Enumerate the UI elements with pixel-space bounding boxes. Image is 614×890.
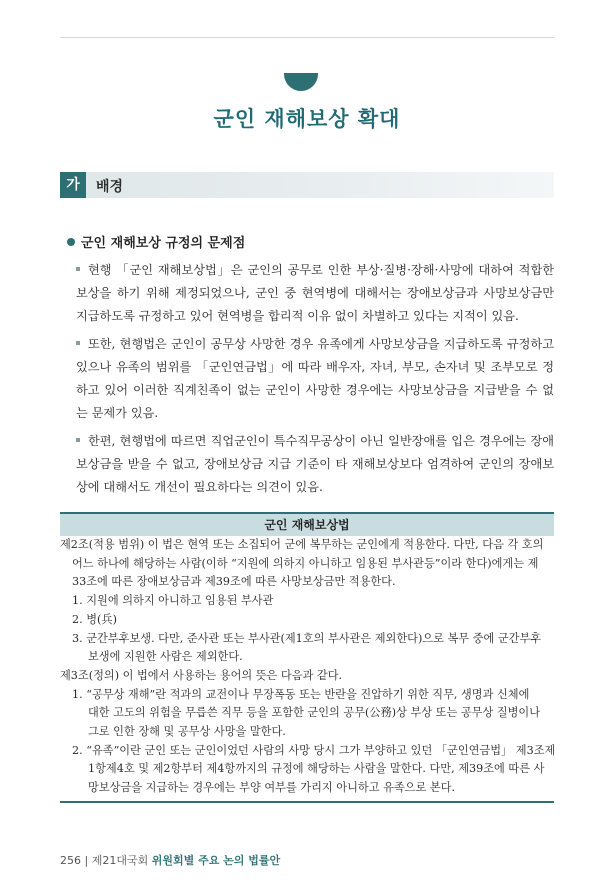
law-line: 3. 군간부후보생. 다만, 준사관 또는 부사관(제1호의 부사관은 제외한다)으로 복무 중에 군간부후 <box>72 631 542 645</box>
footer-separator: | <box>84 854 89 867</box>
law-line: 1. “공무상 재해”란 적과의 교전이나 무장폭동 또는 반란을 진압하기 위한 직무, 생명과 신체에 <box>72 687 530 701</box>
law-line: 대한 고도의 위험을 무릅쓴 직무 등을 포함한 군인의 공무(公務)상 부상 또는 공무상 질병이나 <box>88 706 541 720</box>
paragraph-1 <box>76 259 554 328</box>
law-line: 제3조(정의) 이 법에서 사용하는 용어의 뜻은 다음과 같다. <box>60 668 343 682</box>
section-badge: 가 <box>60 172 86 198</box>
law-line: 33조에 따른 장애보상금과 제39조에 따른 사망보상금만 적용한다. <box>72 575 396 589</box>
bullet-heading <box>67 232 245 251</box>
law-line: 제2조(적용 범위) 이 법은 현역 또는 소집되어 군에 복무하는 군인에게 적용한다. 다만, 다음 각 호의 <box>60 538 544 551</box>
square-bullet-icon <box>76 438 80 442</box>
page-title: 군인 재해보상 확대 <box>213 107 401 131</box>
law-line: 1. 지원에 의하지 아니하고 임용된 부사관 <box>72 594 274 608</box>
bullet-heading-text: 군인 재해보상 규정의 문제점 <box>81 236 246 251</box>
law-line: 어느 하나에 해당하는 사람(이하 “지원에 의하지 아니하고 임용된 부사관등”이라 한다)에게는 제 <box>72 556 539 570</box>
top-rule <box>60 37 554 38</box>
page-footer <box>60 852 280 868</box>
paragraph-text: 한편, 현행법에 따르면 직업군인이 특수직무공상이 아닌 일반장애를 입은 경우에는 장애보상금을 받을 수 없고, 장애보상금 지급 기준이 타 재해보상보다 엄격하여 군인의 장애보상에 대해서도 개선이 필요하다는 의견이 있음. <box>76 434 554 494</box>
footer-assembly: 제21대국회 <box>91 854 149 867</box>
bullet-dot-icon <box>67 238 75 246</box>
square-bullet-icon <box>76 341 80 345</box>
square-bullet-icon <box>76 267 80 271</box>
paragraph-3 <box>76 430 554 499</box>
paragraph-2 <box>76 333 554 425</box>
law-line: 보생에 지원한 사람은 제외한다. <box>88 650 243 664</box>
law-line: 1항제4호 및 제2항부터 제4항까지의 규정에 해당하는 사람을 말한다. 다만, 제39조에 따른 사 <box>88 762 545 776</box>
law-box-bottom-rule <box>60 801 554 803</box>
paragraph-text: 현행 「군인 재해보상법」은 군인의 공무로 인한 부상·질병·장해·사망에 대하여 적합한 보상을 하기 위해 제정되었으나, 군인 중 현역병에 대해서는 장애보상금과 사망보상금만 지급하도록 규정하고 있어 현역병을 합리적 이유 없이 차별하고 있다는 지적이 있음. <box>76 263 554 323</box>
law-line: 2. “유족”이란 군인 또는 군인이었던 사람의 사망 당시 그가 부양하고 있던 「군인연금법」 제3조제 <box>72 743 556 757</box>
law-box-title: 군인 재해보상법 <box>60 512 554 536</box>
section-label: 배경 <box>96 179 124 195</box>
law-line: 2. 병(兵) <box>72 612 117 626</box>
footer-book-title: 위원회별 주요 논의 법률안 <box>151 854 281 867</box>
paragraph-text: 또한, 현행법은 군인이 공무상 사망한 경우 유족에게 사망보상금을 지급하도록 규정하고 있으나 유족의 범위를 「군인연금법」에 따라 배우자, 자녀, 부모, 손자녀 및 조부모로 정하고 있어 이러한 직계친족이 없는 군인이 사망한 경우에는 사망보상금을 지급받을 수 없는 문제가 있음. <box>76 337 554 420</box>
law-line: 망보상금을 지급하는 경우에는 부양 여부를 가리지 아니하고 유족으로 본다. <box>88 781 456 795</box>
section-bar <box>60 172 554 198</box>
title-ornament <box>284 73 318 91</box>
page-number: 256 <box>60 854 81 867</box>
law-line: 그로 인한 장해 및 공무상 사망을 말한다. <box>88 725 286 739</box>
law-box-body <box>60 536 554 798</box>
